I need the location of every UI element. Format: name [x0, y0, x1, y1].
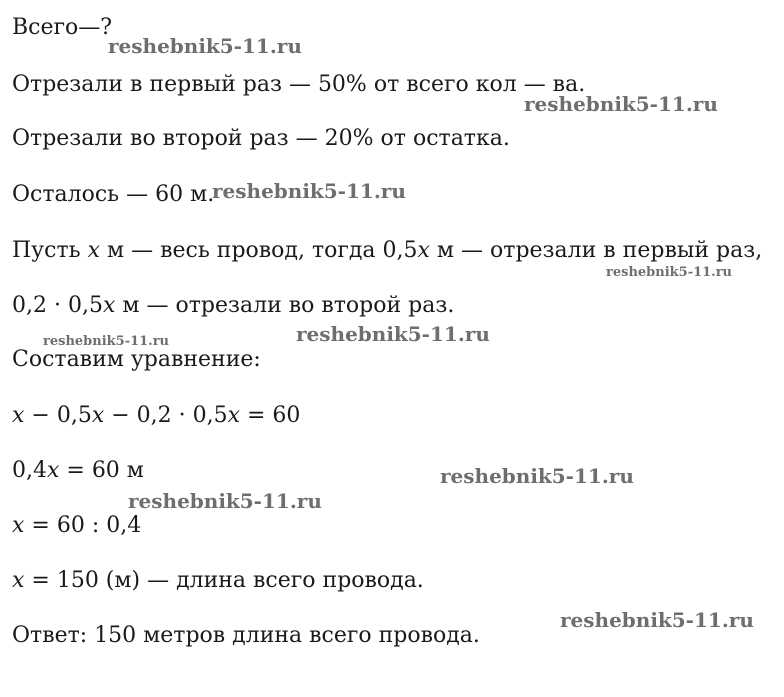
remaining: Осталось — 60 м.	[12, 182, 215, 207]
watermark: reshebnik5-11.ru	[128, 489, 322, 513]
watermark: reshebnik5-11.ru	[43, 334, 170, 349]
answer: Ответ: 150 метров длина всего провода.	[12, 623, 480, 648]
first-cut: Отрезали в первый раз — 50% от всего кол — ва.	[12, 72, 586, 97]
equation-step-2: 𝑥 = 60 : 0,4	[12, 513, 142, 538]
equation-step-1: 0,4𝑥 = 60 м	[12, 458, 144, 483]
given-total: Всего—?	[12, 15, 113, 40]
second-cut: Отрезали во второй раз — 20% от остатка.	[12, 126, 510, 151]
watermark: reshebnik5-11.ru	[108, 34, 302, 58]
equation-heading: Составим уравнение:	[12, 347, 261, 372]
watermark: reshebnik5-11.ru	[212, 179, 406, 203]
let-statement: Пусть 𝑥 м — весь провод, тогда 0,5𝑥 м — отрезали в первый раз,	[12, 238, 763, 263]
equation-result: 𝑥 = 150 (м) — длина всего провода.	[12, 568, 424, 593]
watermark: reshebnik5-11.ru	[606, 265, 733, 280]
watermark: reshebnik5-11.ru	[296, 322, 490, 346]
watermark: reshebnik5-11.ru	[560, 608, 754, 632]
watermark: reshebnik5-11.ru	[440, 464, 634, 488]
second-cut-expression: 0,2 · 0,5𝑥 м — отрезали во второй раз.	[12, 293, 455, 318]
equation: 𝑥 − 0,5𝑥 − 0,2 · 0,5𝑥 = 60	[12, 403, 301, 428]
watermark: reshebnik5-11.ru	[524, 92, 718, 116]
